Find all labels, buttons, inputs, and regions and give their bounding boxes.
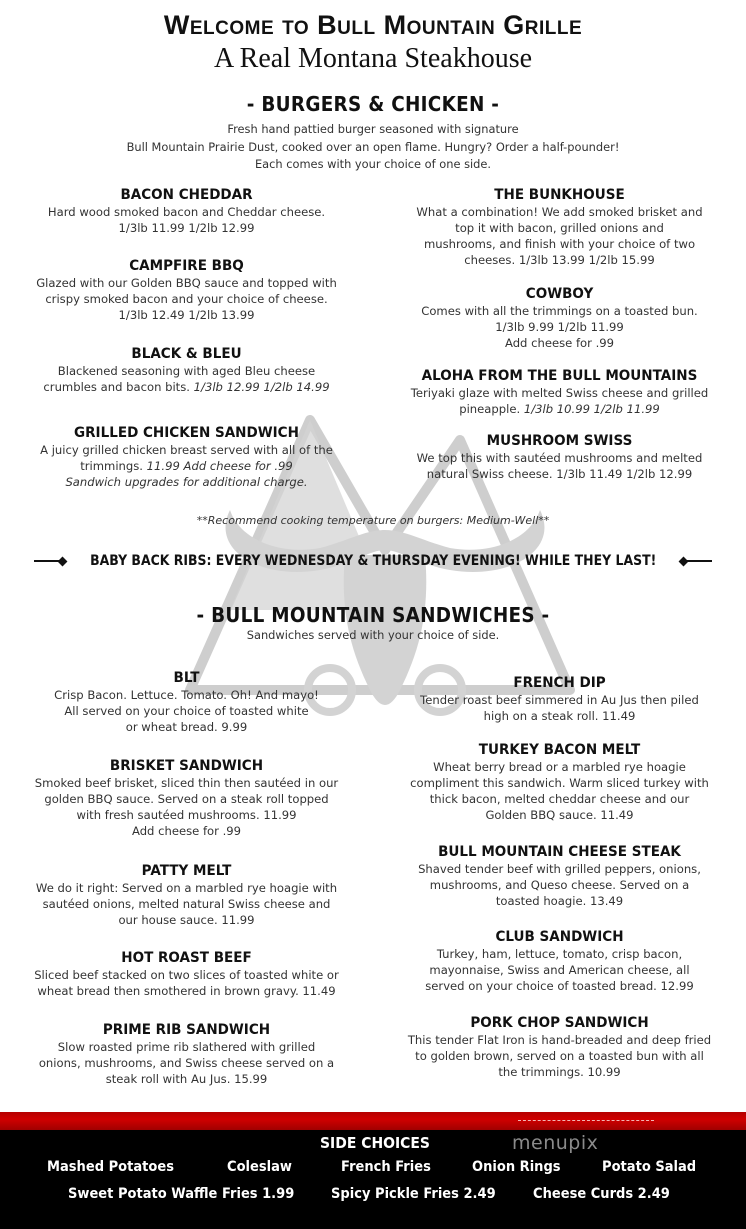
item-price: with fresh sautéed mushrooms. 11.99 [76, 808, 297, 822]
item-price: 1/3lb 10.99 1/2lb 11.99 [523, 402, 660, 416]
menu-item-cowboy: COWBOY Comes with all the trimmings on a toasted bun. 1/3lb 9.99 1/2lb 11.99 Add cheese for .99 [373, 285, 746, 351]
burgers-intro-line: Fresh hand pattied burger seasoned with signature [227, 122, 519, 136]
menu-item-bacon-cheddar: BACON CHEDDAR Hard wood smoked bacon and Cheddar cheese. 1/3lb 11.99 1/2lb 12.99 [0, 186, 373, 236]
menu-item-brisket-sandwich: BRISKET SANDWICH Smoked beef brisket, sliced thin then sautéed in our golden BBQ sauce. Served on a steak roll topped with fresh sautéed mushrooms. 11.99 Add cheese for .99 [0, 757, 373, 839]
item-price: steak roll with Au Jus. 15.99 [105, 1072, 268, 1086]
menu-item-french-dip: FRENCH DIP Tender roast beef simmered in Au Jus then piled high on a steak roll. 11.49 [373, 674, 746, 724]
item-name: PRIME RIB SANDWICH [102, 1022, 271, 1038]
item-name: ALOHA FROM THE BULL MOUNTAINS [421, 368, 698, 384]
section-heading-sandwiches: - BULL MOUNTAIN SANDWICHES - [196, 603, 550, 627]
item-name: BRISKET SANDWICH [109, 758, 264, 774]
item-price: 1/3lb 12.49 1/2lb 13.99 [118, 308, 255, 322]
item-name: BLT [173, 670, 200, 686]
item-price: or wheat bread. 9.99 [125, 720, 248, 734]
item-price: wheat bread then smothered in brown gravy. 11.49 [37, 984, 336, 998]
item-name: FRENCH DIP [513, 675, 606, 691]
side-item: Onion Rings [472, 1159, 561, 1175]
item-price: served on your choice of toasted bread. 12.99 [425, 979, 694, 993]
menu-item-turkey-bacon-melt: TURKEY BACON MELT Wheat berry bread or a marbled rye hoagie compliment this sandwich. Warm sliced turkey with thick bacon, melted cheddar cheese and our Golden BBQ sauce. 11.49 [373, 741, 746, 823]
side-item: Potato Salad [602, 1159, 697, 1175]
burgers-intro-line: Each comes with your choice of one side. [254, 157, 492, 171]
item-name: MUSHROOM SWISS [486, 433, 633, 449]
side-item: Mashed Potatoes [47, 1159, 174, 1175]
item-name: CAMPFIRE BBQ [129, 258, 244, 274]
item-price: the trimmings. 10.99 [498, 1065, 621, 1079]
ribs-banner-text: BABY BACK RIBS: EVERY WEDNESDAY & THURSDAY EVENING! WHILE THEY LAST! [89, 553, 657, 569]
menu-item-pork-chop-sandwich: PORK CHOP SANDWICH This tender Flat Iron is hand-breaded and deep fried to golden brown, served on a toasted bun with all the trimmings. 10.99 [373, 1014, 746, 1080]
menu-item-prime-rib-sandwich: PRIME RIB SANDWICH Slow roasted prime rib slathered with grilled onions, mushrooms, and Swiss cheese served on a steak roll with Au Jus. 15.99 [0, 1021, 373, 1087]
side-item: Cheese Curds 2.49 [533, 1186, 670, 1202]
item-name: PORK CHOP SANDWICH [470, 1015, 649, 1031]
menu-item-mushroom-swiss: MUSHROOM SWISS We top this with sautéed mushrooms and melted natural Swiss cheese. 1/3lb 11.49 1/2lb 12.99 [373, 432, 746, 482]
cooking-temperature-note: **Recommend cooking temperature on burgers: Medium-Well** [196, 514, 550, 527]
item-name: BULL MOUNTAIN CHEESE STEAK [438, 844, 681, 860]
section-heading-burgers: - BURGERS & CHICKEN - [246, 92, 500, 116]
item-name: BLACK & BLEU [131, 346, 242, 362]
item-name: COWBOY [525, 286, 594, 302]
item-name: HOT ROAST BEEF [121, 950, 252, 966]
item-name: THE BUNKHOUSE [494, 187, 625, 203]
arrow-right-icon [34, 555, 66, 567]
dashed-divider [518, 1120, 654, 1121]
item-price: toasted hoagie. 13.49 [495, 894, 624, 908]
item-name: PATTY MELT [141, 863, 232, 879]
item-price: our house sauce. 11.99 [118, 913, 255, 927]
menu-item-bull-mountain-cheese-steak: BULL MOUNTAIN CHEESE STEAK Shaved tender beef with grilled peppers, onions, mushrooms, and Queso cheese. Served on a toasted hoagie. 13.49 [373, 843, 746, 909]
item-price: Golden BBQ sauce. 11.49 [485, 808, 634, 822]
menu-item-hot-roast-beef: HOT ROAST BEEF Sliced beef stacked on two slices of toasted white or wheat bread then smothered in brown gravy. 11.49 [0, 949, 373, 999]
side-item: Sweet Potato Waffle Fries 1.99 [68, 1186, 295, 1202]
item-price: 1/3lb 12.99 1/2lb 14.99 [193, 380, 330, 394]
item-price: 1/3lb 9.99 1/2lb 11.99 [495, 320, 624, 334]
footer-red-band [0, 1112, 746, 1130]
item-name: GRILLED CHICKEN SANDWICH [74, 425, 299, 441]
menupix-watermark: menupix [512, 1132, 599, 1154]
item-price: natural Swiss cheese. 1/3lb 11.49 1/2lb 12.99 [426, 467, 693, 481]
side-item: French Fries [341, 1159, 431, 1175]
menu-item-black-and-bleu: BLACK & BLEU Blackened seasoning with aged Bleu cheese crumbles and bacon bits. 1/3lb 12.99 1/2lb 14.99 [0, 345, 373, 395]
item-name: CLUB SANDWICH [495, 929, 624, 945]
item-price: cheeses. 1/3lb 13.99 1/2lb 15.99 [464, 253, 655, 267]
side-item: Spicy Pickle Fries 2.49 [331, 1186, 496, 1202]
item-note: Sandwich upgrades for additional charge. [65, 475, 308, 489]
burgers-intro-line: Bull Mountain Prairie Dust, cooked over an open flame. Hungry? Order a half-pounder! [126, 139, 620, 154]
menu-item-aloha-from-the-bull-mountains: ALOHA FROM THE BULL MOUNTAINS Teriyaki glaze with melted Swiss cheese and grilled pineapple. 1/3lb 10.99 1/2lb 11.99 [373, 367, 746, 417]
menu-item-the-bunkhouse: THE BUNKHOUSE What a combination! We add smoked brisket and top it with bacon, grilled onions and mushrooms, and finish with your choice of two cheeses. 1/3lb 13.99 1/2lb 15.99 [373, 186, 746, 268]
side-choices-panel [0, 1130, 746, 1229]
item-price: high on a steak roll. 11.49 [483, 709, 636, 723]
side-choices-title: SIDE CHOICES [320, 1134, 430, 1152]
item-price: 11.99 Add cheese for .99 [146, 459, 293, 473]
menu-item-campfire-bbq: CAMPFIRE BBQ Glazed with our Golden BBQ sauce and topped with crispy smoked bacon and your choice of cheese. 1/3lb 12.49 1/2lb 13.99 [0, 257, 373, 323]
ribs-banner [0, 553, 746, 569]
menu-item-grilled-chicken-sandwich: GRILLED CHICKEN SANDWICH A juicy grilled chicken breast served with all of the trimmings. 11.99 Add cheese for .99 Sandwich upgrades for additional charge. [0, 424, 373, 490]
menu-item-patty-melt: PATTY MELT We do it right: Served on a marbled rye hoagie with sautéed onions, melted natural Swiss cheese and our house sauce. 11.99 [0, 862, 373, 928]
menu-item-club-sandwich: CLUB SANDWICH Turkey, ham, lettuce, tomato, crisp bacon, mayonnaise, Swiss and American cheese, all served on your choice of toasted bread. 12.99 [373, 928, 746, 994]
page-title: Welcome to Bull Mountain Grille [163, 10, 583, 40]
item-name: TURKEY BACON MELT [478, 742, 641, 758]
arrow-left-icon [680, 555, 712, 567]
side-item: Coleslaw [227, 1159, 292, 1175]
item-price: 1/3lb 11.99 1/2lb 12.99 [118, 221, 255, 235]
sandwiches-intro: Sandwiches served with your choice of side. [246, 628, 500, 642]
page-subtitle: A Real Montana Steakhouse [213, 43, 533, 74]
item-name: BACON CHEDDAR [120, 187, 253, 203]
menu-item-blt: BLT Crisp Bacon. Lettuce. Tomato. Oh! And mayo! All served on your choice of toasted white or wheat bread. 9.99 [0, 669, 373, 735]
